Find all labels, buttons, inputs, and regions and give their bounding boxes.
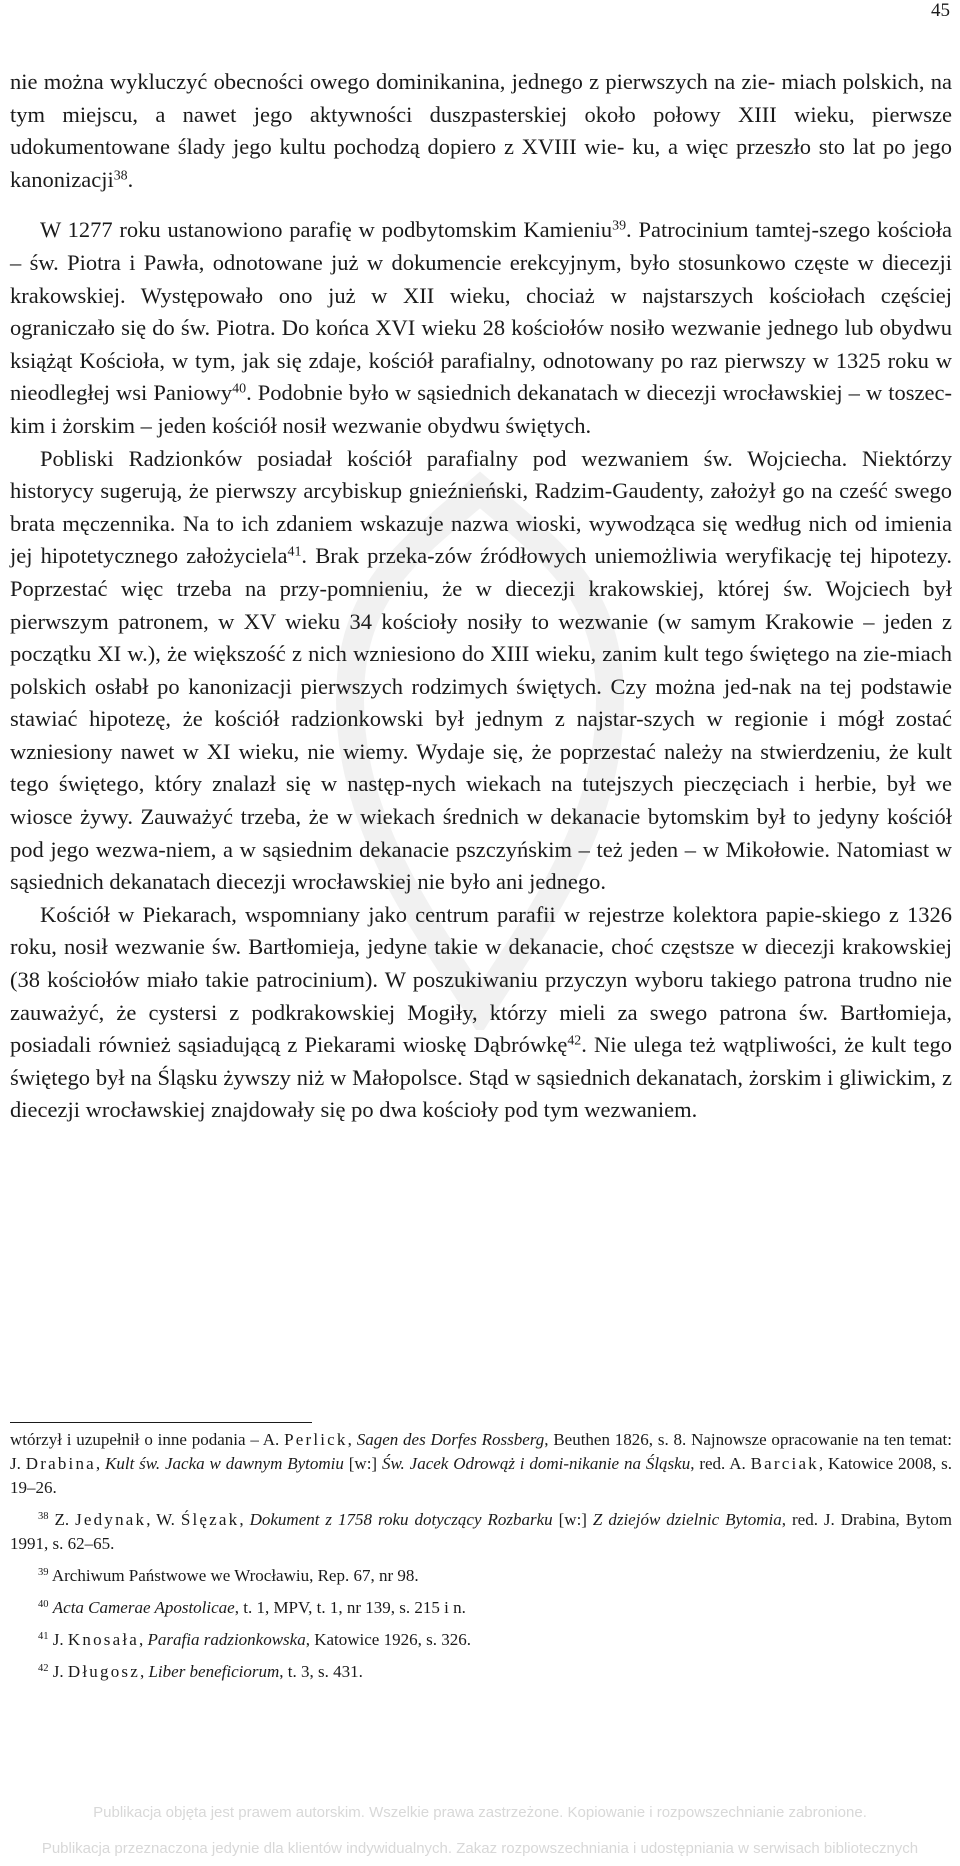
copyright-watermark-1: Publikacja objęta jest prawem autorskim. Wszelkie prawa zastrzeżone. Kopiowanie i rozpowszechnianie zabronione. [93,1804,867,1821]
footnote-42: $^{42}$ J. Długosz, Liber beneficiorum, t. 3, s. 431. [38,1662,363,1681]
footnote-40: $^{40}$ Acta Camerae Apostolicae, t. 1, MPV, t. 1, nr 139, s. 215 i n. [38,1598,466,1617]
footnote-38: $^{38}$ Z. Jedynak, W. Ślęzak, Dokument z 1758 roku dotyczący Rozbarku [w:] Z dziejów dzielnic Bytomia, red. J. Drabina, Bytom 1991, s. 62–65. [10,1510,953,1553]
footnote-ref-41[interactable]: 41 [287,544,302,560]
paragraph-4: Kościół w Piekarach, wspomniany jako centrum parafii w rejestrze kolektora papie-skiego z 1326 roku, nosił wezwanie św. Bartłomieja, jedyne takie w dekanacie, choć częstsze w diecezji krakowskiej (38 kościołów miało takie patrocinium). W poszukiwaniu przyczyn wyboru takiego patrona trudno nie zauważyć, że cystersi z podkrakowskiej Mogiły, którzy mieli za swego patrona św. Bartłomieja, posiadali również sąsiadującą z Piekarami wioskę Dąbrówkę$^{42}$. Nie ulega też wątpliwości, że kult tego świętego był na Śląsku żywszy niż w Małopolsce. Stąd w sąsiednich dekanatach, żorskim i gliwickim, z diecezji wrocławskiej znajdowały się po dwa kościoły pod tym wezwaniem. [10,901,952,1123]
copyright-watermark-2: Publikacja przeznaczona jedynie dla klientów indywidualnych. Zakaz rozpowszechniania i udostępniania w serwisach bibliotecznych [41,1840,919,1857]
paragraph-2: W 1277 roku ustanowiono parafię w podbytomskim Kamieniu$^{39}$. Patrocinium tamtej-szego kościoła – św. Piotra i Pawła, odnotowane już w dokumencie erekcyjnym, było stosunkowo częste w diecezji krakowskiej. Występowało ono już w XII wieku, chociaż w najstarszych kościołach częściej ograniczało się do św. Piotra. Do końca XVI wieku 28 kościołów nosiło wezwanie jednego lub obydwu książąt Kościoła, w tym, jak się zdaje, kościół parafialny, odnotowany po raz pierwszy w 1325 roku w nieodległej wsi Paniowy$^{40}$. Podobnie było w sąsiednich dekanatach w diecezji wrocławskiej – w toszec-kim i żorskim – jeden kościół nosił wezwanie obydwu świętych. [10,217,952,438]
footnote-separator [10,1422,312,1423]
footnote-ref-39[interactable]: 39 [612,218,627,234]
footnote-ref-40[interactable]: 40 [232,381,247,397]
paragraph-3: Pobliski Radzionków posiadał kościół parafialny pod wezwaniem św. Wojciecha. Niektórzy historycy sugerują, że pierwszy arcybiskup gnieźnieński, Radzim-Gaudenty, założył go na cześć swego brata męczennika. Na to ich zdaniem wskazuje nazwa wioski, wywodząca się według nich od imienia jej hipotetycznego założyciela$^{41}$. Brak przeka-zów źródłowych uniemożliwia weryfikację tej hipotezy. Poprzestać więc trzeba na przy-pomnieniu, że w diecezji krakowskiej, której św. Wojciech był pierwszym patronem, w XV wieku 34 kościoły nosiły to wezwanie (w samym Krakowie – jeden z początku XI w.), że większość z nich wzniesiono do XIII wieku, zanim kult tego świętego na zie-miach polskich osłabł po kanonizacji pierwszych rodzimych świętych. Czy można jed-nak na tej podstawie stawiać hipotezę, że kościół radzionkowski był jednym z najstar-szych w regionie i mógł zostać wzniesiony nawet w XI wieku, nie wiemy. Wydaje się, że poprzestać należy na stwierdzeniu, że kult tego świętego, który znalazł się w następ-nych wiekach na tutejszych pieczęciach i herbie, był we wiosce żywy. Zauważyć trzeba, że w wiekach średnich w dekanacie bytomskim był to jedyny kościół pod jego wezwa-niem, a w sąsiednim dekanacie pszczyńskim – też jeden – w Mikołowie. Natomiast w sąsiednich dekanatach diecezji wrocławskiej nie było ani jednego. [10,445,952,895]
footnote-41: $^{41}$ J. Knosała, Parafia radzionkowska, Katowice 1926, s. 326. [38,1630,471,1649]
footnotes [10,1428,952,1692]
footnote-ref-42[interactable]: 42 [567,1033,582,1049]
main-text [10,66,952,1127]
footnote-39: $^{39}$ Archiwum Państwowe we Wrocławiu, Rep. 67, nr 98. [38,1566,419,1585]
footnote-ref-38[interactable]: 38 [113,168,128,184]
paragraph-1: nie można wykluczyć obecności owego dominikanina, jednego z pierwszych na zie- miach polskich, na tym miejscu, a nawet jego aktywności duszpasterskiej około połowy XIII wieku, pierwsze udokumentowane ślady jego kultu pochodzą dopiero z XVIII wie- ku, a więc przeszło sto lat po jego kanonizacji$^{38}$. [10,69,953,192]
page-number: 45 [931,0,950,21]
footnote-continuation: wtórzył i uzupełnił o inne podania – A. Perlick, Sagen des Dorfes Rossberg, Beuthen 1826, s. 8. Najnowsze opracowanie na ten temat: J. Drabina, Kult św. Jacka w dawnym Bytomiu [w:] Św. Jacek Odrowąż i domi-nikanie na Śląsku, red. A. Barciak, Katowice 2008, s. 19–26. [10,1430,952,1497]
